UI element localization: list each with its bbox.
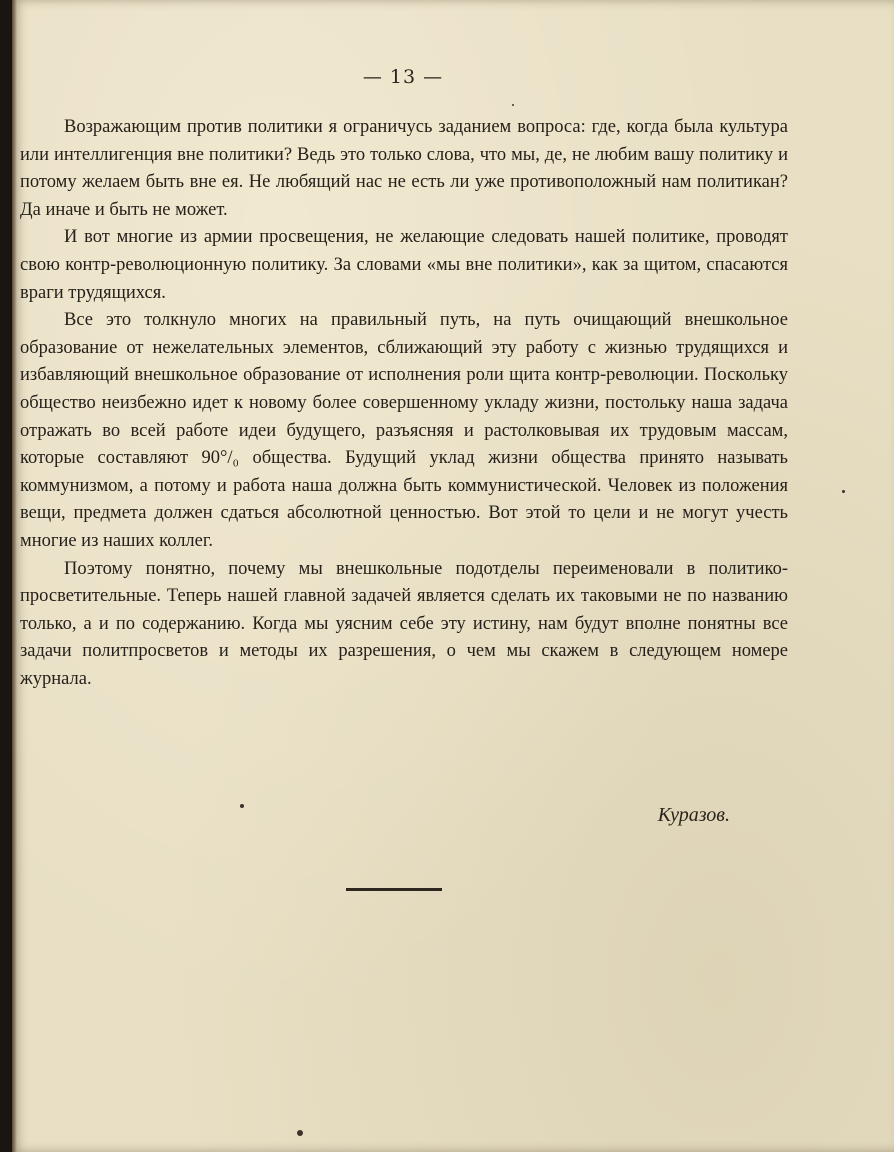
article-body <box>20 114 788 693</box>
paragraph: И вот многие из армии просвещения, не желающие следовать нашей политике, проводят свою контр-революционную политику. За словами «мы вне политики», как за щитом, спасаются враги трудящихся. <box>20 227 788 303</box>
paragraph: Все это толкнуло многих на правильный путь, на путь очищающий внешкольное образование от нежелательных элементов, сближающий эту работу с жизнью трудящихся и избавляющий внешкольное образование от исполнения роли щита контр-революции. Поскольку общество неизбежно идет к новому более совершенному укладу жизни, постольку наша задача отражать во всей работе идеи будущего, разъясняя и растолковывая их трудовым массам, которые составляют 90°/₀ общества. Будущий уклад жизни общества принято называть коммунизмом, а потому и работа наша должна быть коммунистической. Человек из положения вещи, предмета должен сдаться абсолютной ценностью. Вот этой то цели и не могут учесть многие из наших коллег. <box>20 310 788 551</box>
binding-edge <box>12 0 17 1152</box>
page-number: — 13 — <box>362 66 444 88</box>
print-speck <box>240 804 244 808</box>
print-speck <box>512 104 514 106</box>
print-speck <box>842 490 845 493</box>
author-signature: Куразов. <box>657 804 730 826</box>
paragraph: Возражающим против политики я ограничусь заданием вопроса: где, когда была культура или интеллигенция вне политики? Ведь это только слова, что мы, де, не любим вашу политику и потому желаем быть вне ея. Не любящий нас не есть ли уже противоположный нам политикан? Да иначе и быть не может. <box>20 117 788 220</box>
print-speck <box>297 1130 303 1136</box>
document-page <box>12 0 894 1152</box>
paragraph: Поэтому понятно, почему мы внешкольные подотделы переименовали в политико-просветительные. Теперь нашей главной задачей является сделать их таковыми не по названию только, а и по содержанию. Когда мы уясним себе эту истину, нам будут вполне понятны все задачи политпросветов и методы их разрешения, о чем мы скажем в следующем номере журнала. <box>20 558 788 689</box>
end-rule-divider <box>346 888 442 891</box>
